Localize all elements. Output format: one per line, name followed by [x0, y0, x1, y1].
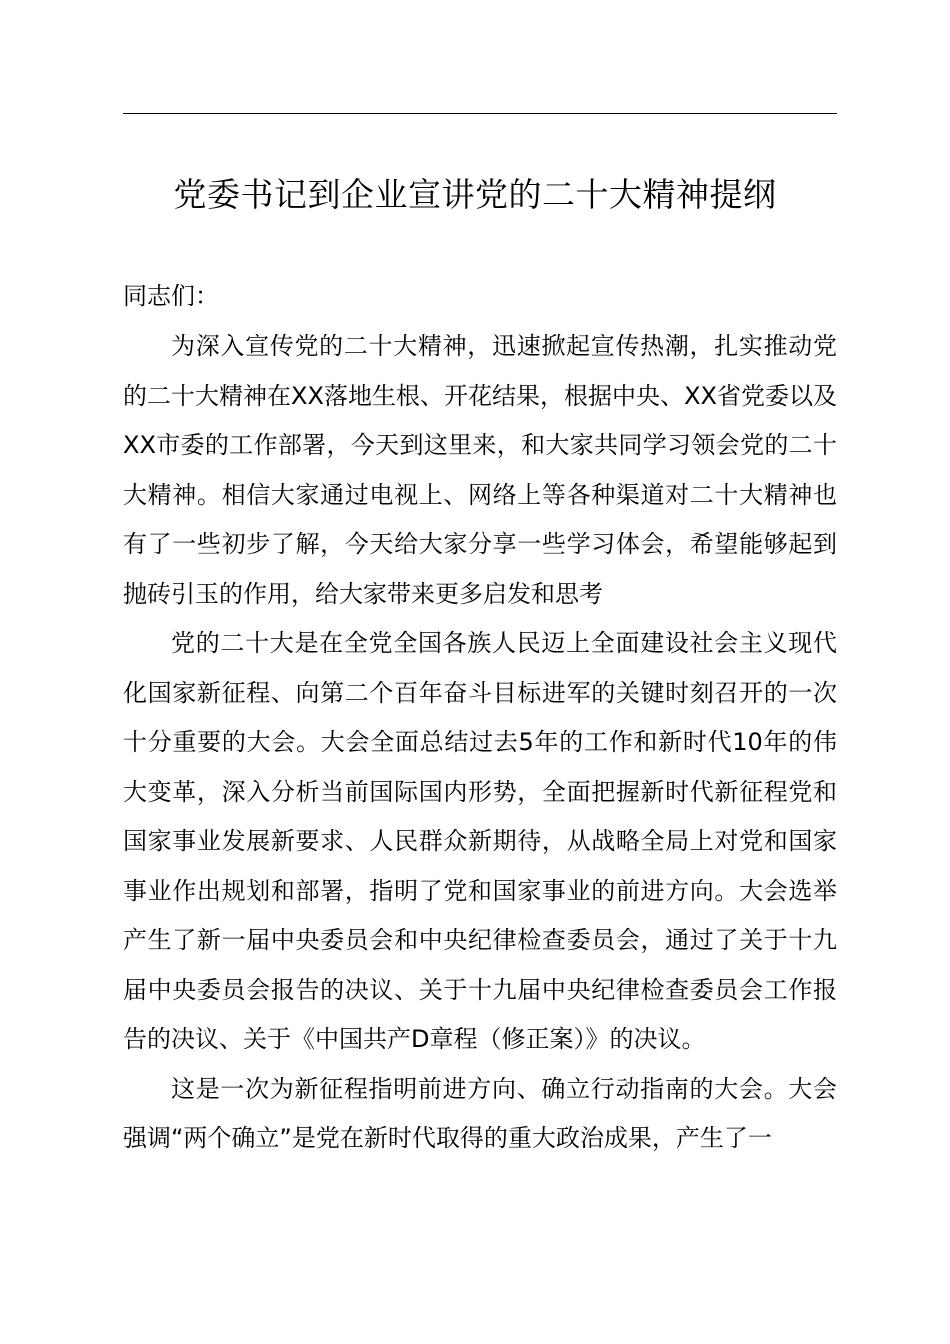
salutation: 同志们：: [123, 282, 219, 310]
paragraph: 党的二十大是在全党全国各族人民迈上全面建设社会主义现代化国家新征程、向第二个百年奋斗目标进军的关键时刻召开的一次十分重要的大会。大会全面总结过去5年的工作和新时代10年的伟大变革，深入分析当前国际国内形势，全面把握新时代新征程党和国家事业发展新要求、人民群众新期待，从战略全局上对党和国家事业作出规划和部署，指明了党和国家事业的前进方向。大会选举产生了新一届中央委员会和中央纪律检查委员会，通过了关于十九届中央委员会报告的决议、关于十九届中央纪律检查委员会工作报告的决议、关于《中国共产D章程（修正案）》的决议。: [123, 629, 837, 1053]
document-title: 党委书记到企业宣讲党的二十大精神提纲: [173, 175, 777, 214]
paragraph: 这是一次为新征程指明前进方向、确立行动指南的大会。大会强调“两个确立”是党在新时代取得的重大政治成果，产生了一: [123, 1074, 837, 1152]
paragraph: 为深入宣传党的二十大精神，迅速掀起宣传热潮，扎实推动党的二十大精神在XX落地生根、开花结果，根据中央、XX省党委以及XX市委的工作部署，今天到这里来，和大家共同学习领会党的二十大精神。相信大家通过电视上、网络上等各种渠道对二十大精神也有了一些初步了解，今天给大家分享一些学习体会，希望能够起到抛砖引玉的作用，给大家带来更多启发和思考: [123, 332, 837, 608]
document-body: [123, 322, 837, 1164]
header-rule: [123, 113, 837, 114]
